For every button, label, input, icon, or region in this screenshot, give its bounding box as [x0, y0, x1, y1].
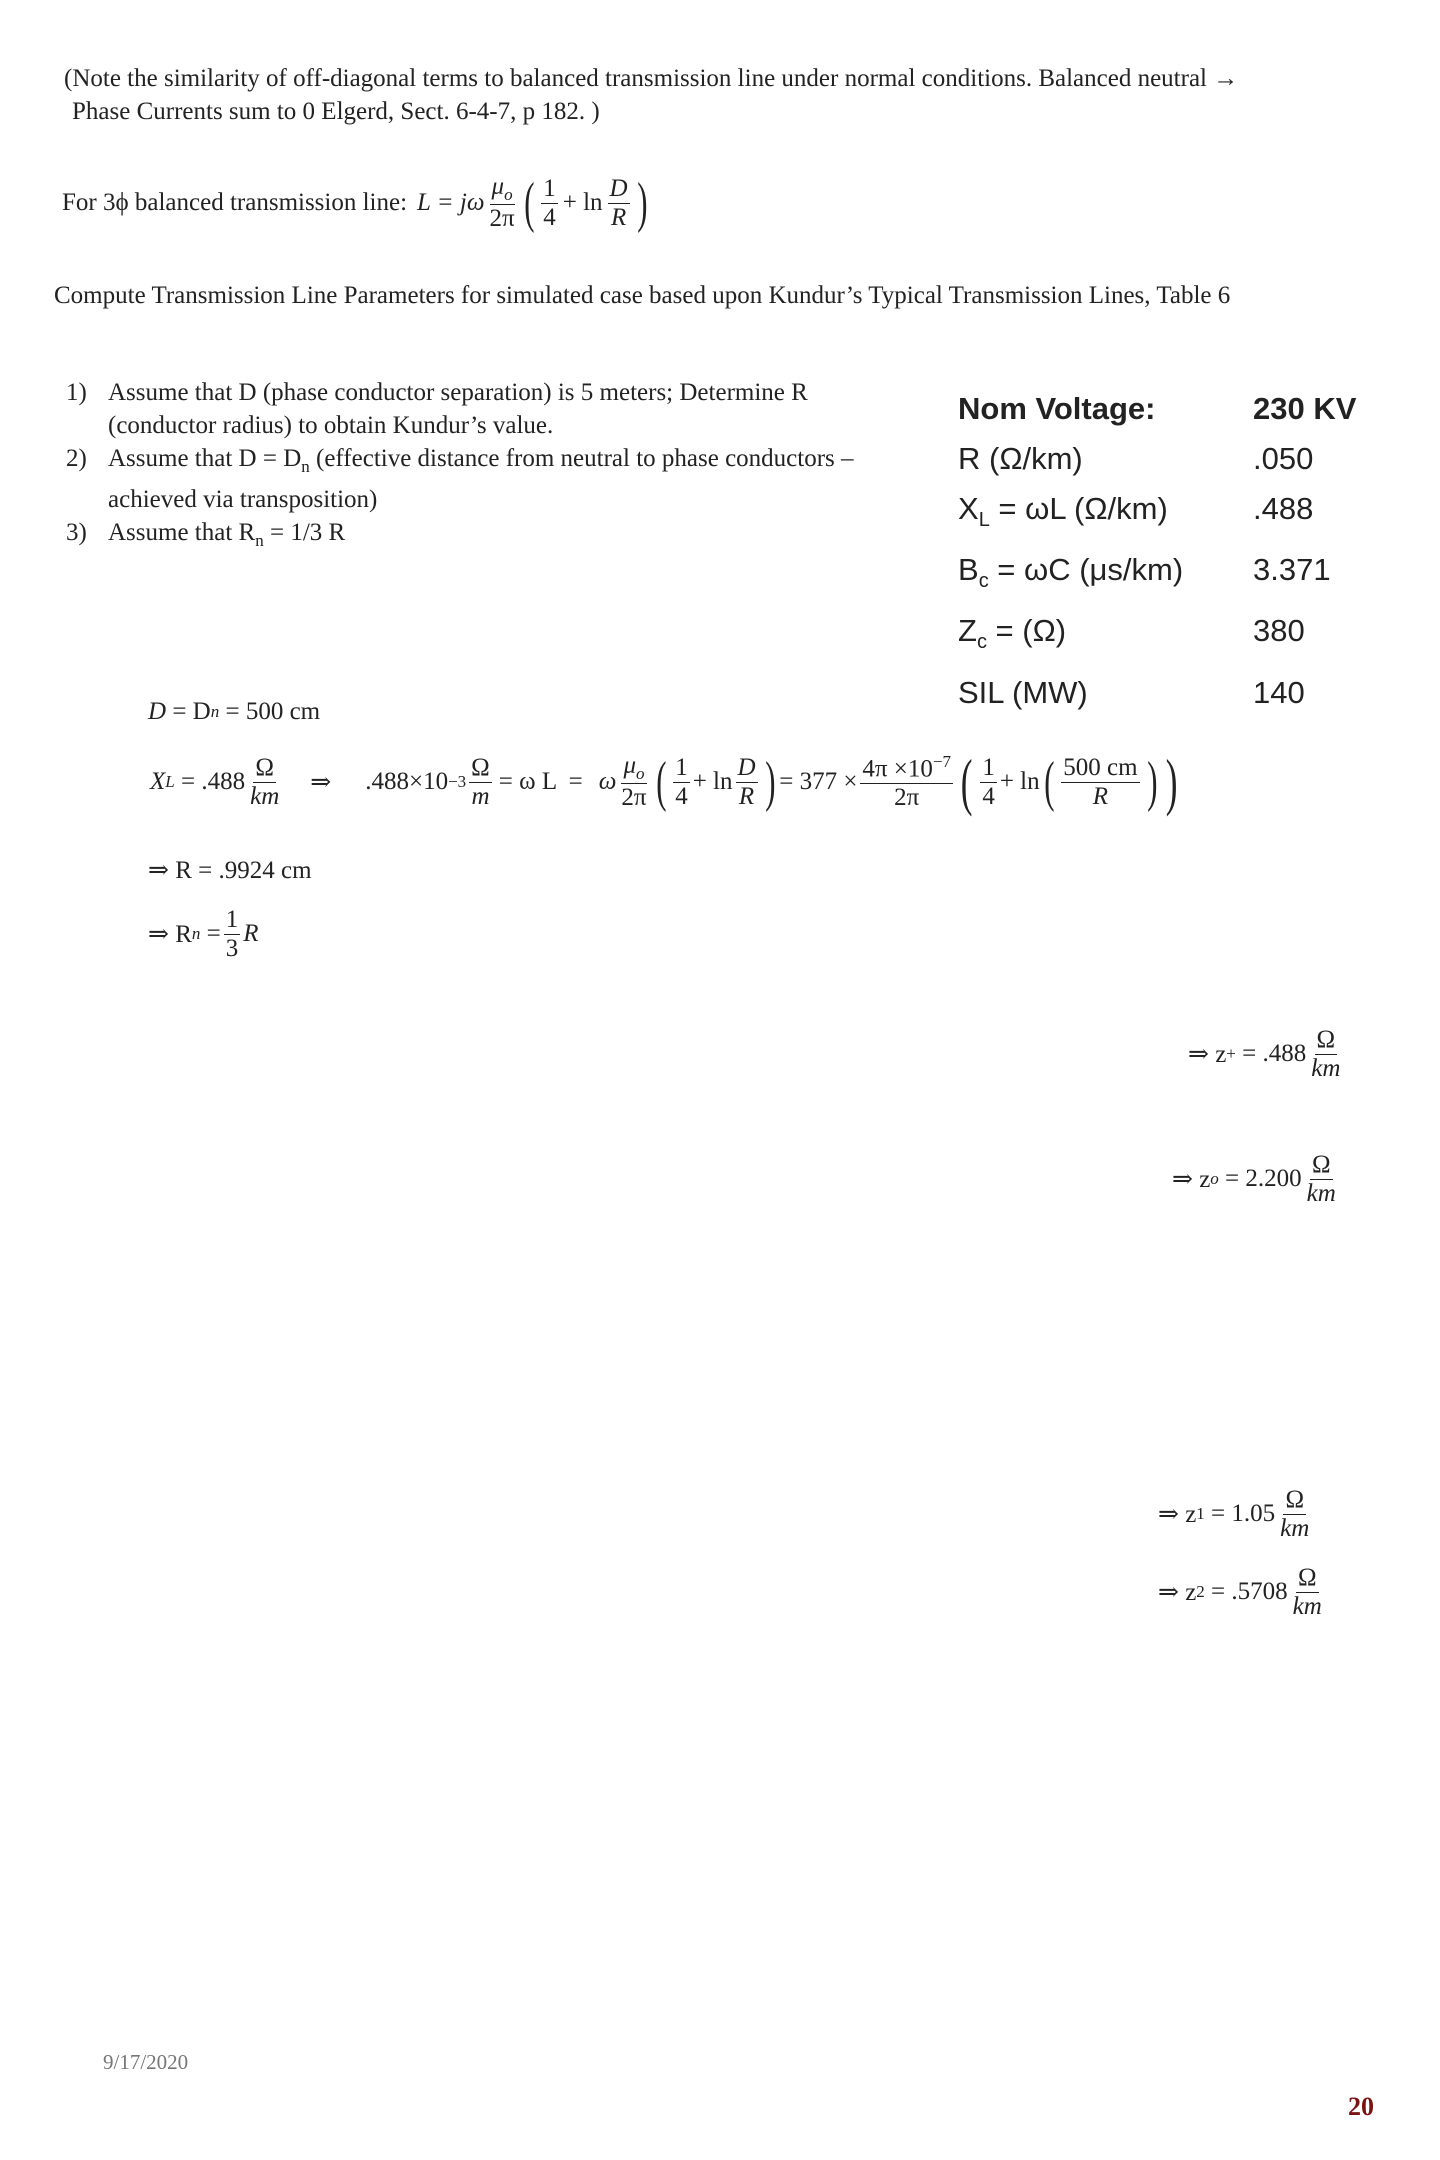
label-sub: c	[978, 570, 989, 593]
formula-prefix: For 3ϕ balanced transmission line:	[62, 189, 408, 216]
assumptions-list	[66, 376, 906, 557]
km-unit: km	[1280, 1514, 1310, 1542]
one-quarter	[980, 754, 997, 811]
label-part: = (Ω)	[986, 613, 1067, 649]
left-paren: (	[1043, 751, 1055, 813]
two-pi: 2π	[621, 784, 647, 812]
z-value: = .488	[1235, 1040, 1307, 1067]
assumption-num: 2)	[66, 445, 87, 472]
z-arrow: ⇒ z	[1158, 1501, 1197, 1528]
frac-num: 1	[675, 753, 688, 781]
z-arrow: ⇒ z	[1188, 1041, 1227, 1068]
ohm-per-km	[1278, 1486, 1311, 1543]
one-quarter	[541, 175, 558, 232]
mu0-fraction	[860, 752, 953, 812]
assumption-2	[66, 442, 906, 516]
label-part: Z	[958, 613, 977, 649]
frac-D: D	[737, 753, 756, 781]
ohm-per-km	[1309, 1026, 1342, 1083]
z-value: = 1.05	[1204, 1500, 1276, 1527]
left-paren: (	[523, 172, 535, 234]
exponent: −7	[932, 751, 951, 771]
x-sub: L	[165, 772, 175, 791]
r-result-text: ⇒ R = .9924 cm	[148, 857, 312, 884]
frac-den: 3	[225, 934, 239, 962]
table-row-sil	[958, 668, 1356, 718]
d-over-r	[608, 175, 630, 232]
dist-over-r	[1061, 754, 1139, 811]
row-value: 380	[1253, 613, 1305, 649]
ohm-symbol: Ω	[1316, 1025, 1336, 1053]
label-part: = ωL (Ω/km)	[989, 491, 1168, 526]
implies-arrow: ⇒	[310, 769, 332, 796]
frac-R: R	[738, 782, 755, 810]
assumption-num: 1)	[66, 379, 87, 406]
frac-den: 4	[982, 782, 995, 810]
row-value: .050	[1253, 441, 1314, 476]
row-value: 3.371	[1253, 552, 1331, 588]
row-label: R (Ω/km)	[958, 441, 1083, 476]
right-paren: )	[636, 172, 648, 234]
kundur-table	[958, 384, 1356, 718]
note-line-2: Phase Currents sum to 0 Elgerd, Sect. 6-4-7, p 182. )	[72, 98, 600, 125]
xl-si-value: .488×10	[365, 768, 449, 795]
four-pi: 4π ×10	[862, 755, 933, 783]
mu-over-2pi	[487, 173, 516, 233]
formula-L	[62, 165, 651, 241]
row-value: 140	[1253, 674, 1305, 710]
xl-value: = .488	[174, 768, 246, 795]
z-sub: 1	[1196, 1504, 1205, 1523]
exponent: −3	[448, 772, 467, 791]
right-paren: )	[1166, 746, 1178, 817]
table-row-xl	[958, 484, 1356, 545]
text-part: = 1/3 R	[263, 519, 346, 546]
assumption-3	[66, 516, 906, 557]
label-part: = ωC (μs/km)	[988, 552, 1184, 588]
left-paren: (	[655, 751, 667, 813]
text-sub: n	[301, 457, 310, 476]
omega-symbol: ω	[598, 768, 617, 795]
frac-num: 1	[982, 753, 995, 781]
omega-L-eq: = ω L =	[498, 768, 583, 795]
ohm-symbol: Ω	[1285, 1485, 1305, 1513]
row-label	[958, 484, 1253, 545]
header-value: 230 KV	[1253, 391, 1357, 426]
one-third	[224, 906, 241, 963]
ohm-symbol: Ω	[1311, 1150, 1331, 1178]
eq-377: = 377 ×	[779, 768, 858, 795]
z-1-result	[1158, 1478, 1314, 1550]
mu-sub: o	[504, 184, 513, 204]
footer-date: 9/17/2020	[103, 2050, 189, 2074]
label-sub: L	[978, 509, 990, 532]
z-arrow: ⇒ z	[1158, 1579, 1197, 1606]
label-part: B	[958, 552, 979, 588]
header-label: Nom Voltage:	[958, 391, 1156, 426]
frac-num: 1	[225, 905, 239, 933]
row-value: .488	[1253, 491, 1314, 526]
rn-arrow: ⇒ R	[148, 921, 192, 948]
rn-equation	[148, 898, 259, 970]
xl-derivation	[150, 740, 1183, 824]
frac-num: 1	[543, 174, 556, 202]
one-quarter	[673, 754, 690, 811]
right-paren: )	[1146, 751, 1158, 813]
d-equation	[148, 698, 320, 726]
frac-R: R	[1092, 782, 1109, 810]
frac-500cm: 500 cm	[1063, 753, 1138, 781]
eq-part: = D	[166, 698, 211, 725]
frac-den: 4	[675, 782, 688, 810]
note-block	[64, 62, 1404, 128]
assumption-text	[108, 516, 345, 557]
ohm-per-km	[1291, 1564, 1324, 1621]
plus-ln: + ln	[692, 768, 733, 795]
eq-part: = 500 cm	[219, 698, 321, 725]
z-sub: o	[1210, 1169, 1219, 1188]
note-line-1: (Note the similarity of off-diagonal terms to balanced transmission line under normal conditions. Balanced neutral →	[64, 65, 1239, 92]
ohm-per-km	[248, 754, 281, 811]
text-part: Assume that D = D	[108, 445, 302, 472]
formula-lhs: L = jω	[417, 189, 485, 216]
eq-part: =	[200, 920, 221, 947]
row-label	[958, 545, 1253, 606]
assumption-num: 3)	[66, 519, 87, 546]
label-part: X	[958, 491, 979, 526]
km-unit: km	[1311, 1054, 1341, 1082]
km-unit: km	[1306, 1179, 1336, 1207]
frac-R: R	[610, 203, 627, 231]
z-value: = 2.200	[1218, 1165, 1302, 1192]
r-symbol: R	[243, 920, 259, 947]
z-o-result	[1172, 1143, 1341, 1215]
r-result	[148, 855, 312, 885]
two-pi: 2π	[894, 784, 920, 812]
frac-den: 4	[543, 203, 556, 231]
mu-symbol: μ	[623, 751, 637, 779]
x-symbol: X	[150, 768, 166, 795]
z-value: = .5708	[1204, 1578, 1288, 1605]
km-unit: km	[250, 782, 280, 810]
row-label	[958, 606, 1253, 667]
compute-heading: Compute Transmission Line Parameters for simulated case based upon Kundur’s Typical Transmission Lines, Table 6	[54, 282, 1231, 309]
table-row-zc	[958, 606, 1356, 667]
text-part: (effective distance from neutral to phase conductors – achieved via transposition)	[108, 445, 854, 513]
left-paren: (	[960, 746, 973, 817]
table-row-bc	[958, 545, 1356, 606]
d-sub: n	[210, 702, 220, 721]
plus-ln: + ln	[999, 768, 1040, 795]
frac-D: D	[609, 174, 628, 202]
row-label: SIL (MW)	[958, 674, 1088, 710]
ohm-symbol: Ω	[471, 753, 490, 781]
text-sub: n	[255, 531, 264, 550]
two-pi: 2π	[489, 205, 515, 233]
mu-symbol: μ	[491, 172, 505, 200]
ohm-symbol: Ω	[255, 753, 274, 781]
page-number: 20	[1348, 2092, 1374, 2121]
z-sub: +	[1226, 1044, 1236, 1063]
rn-sub: n	[191, 924, 201, 943]
z-plus-result	[1188, 1018, 1345, 1090]
d-symbol: D	[148, 698, 167, 725]
ohm-symbol: Ω	[1297, 1563, 1317, 1591]
z-sub: 2	[1196, 1582, 1205, 1601]
right-paren: )	[764, 751, 776, 813]
ohm-per-km	[1305, 1151, 1338, 1208]
plus-ln: + ln	[562, 189, 603, 216]
m-unit: m	[471, 782, 490, 810]
table-header	[958, 384, 1356, 434]
table-row-r	[958, 434, 1356, 484]
d-over-r	[736, 754, 758, 811]
label-sub: c	[976, 631, 987, 654]
z-arrow: ⇒ z	[1172, 1166, 1211, 1193]
text-part: Assume that R	[108, 519, 256, 546]
mu-over-2pi	[619, 752, 648, 812]
assumption-1	[66, 376, 906, 442]
mu-sub: o	[636, 763, 645, 783]
ohm-per-m	[469, 754, 492, 811]
km-unit: km	[1292, 1592, 1322, 1620]
assumption-text	[108, 442, 906, 516]
assumption-text: Assume that D (phase conductor separation) is 5 meters; Determine R (conductor radius) to obtain Kundur’s value.	[108, 379, 808, 439]
z-2-result	[1158, 1556, 1327, 1628]
